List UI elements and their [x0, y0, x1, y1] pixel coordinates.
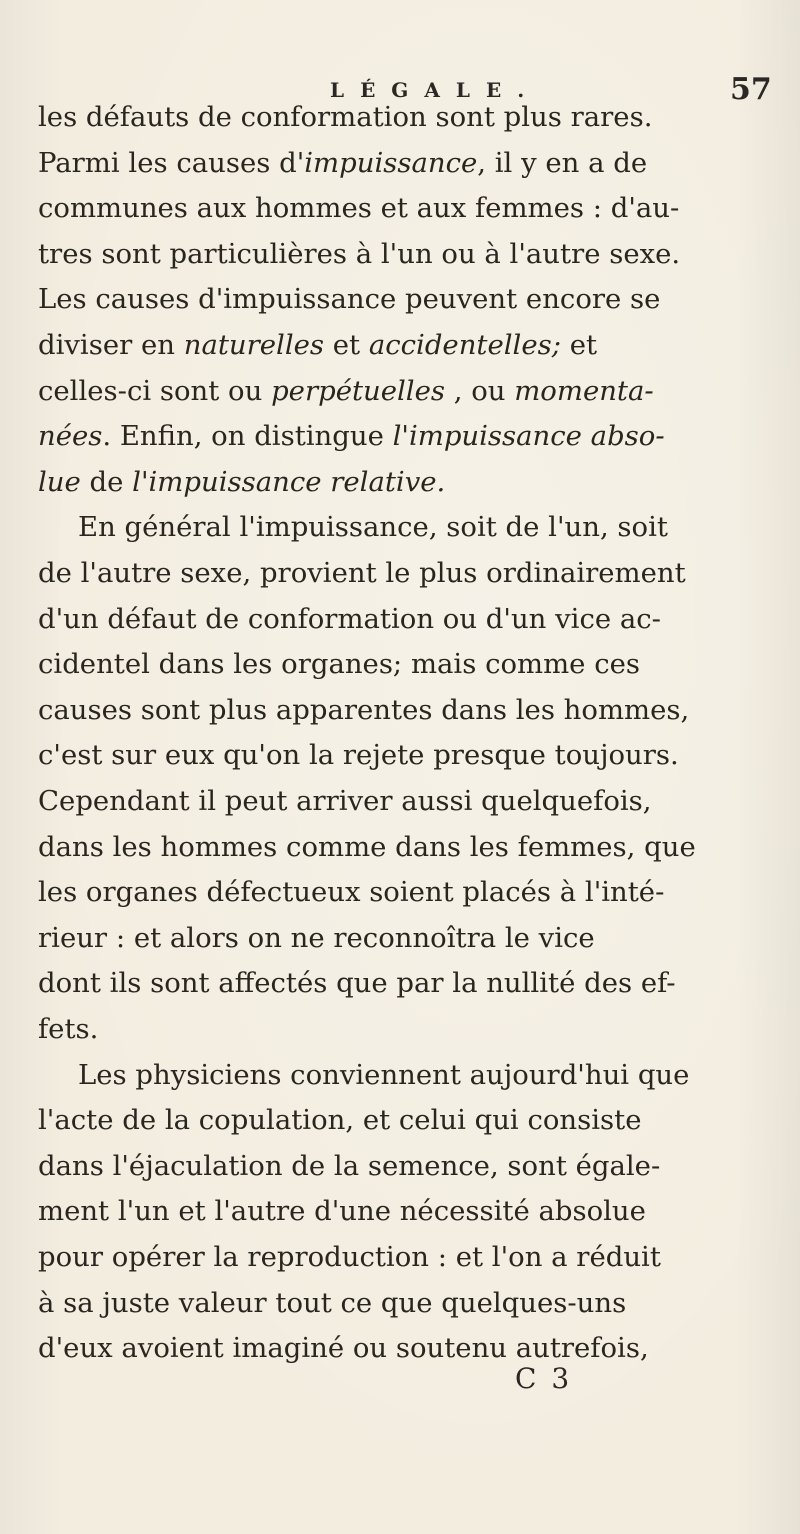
- text-run: communes aux hommes et aux femmes : d'au-: [38, 192, 680, 225]
- text-run: dans l'éjaculation de la semence, sont égale-: [38, 1149, 661, 1182]
- text-run: pour opérer la reproduction : et l'on a réduit: [38, 1241, 661, 1273]
- text-run: Les causes d'impuissance peuvent encore se: [38, 283, 661, 316]
- text-line: [38, 419, 665, 453]
- text-run: ment l'un et l'autre d'une nécessité absolue: [38, 1195, 646, 1228]
- text-line: [38, 328, 597, 362]
- text-run: Parmi les causes d': [38, 146, 305, 179]
- text-line: [38, 875, 664, 909]
- text-line: [78, 1058, 689, 1092]
- text-line: [38, 146, 647, 180]
- text-line: [38, 1103, 641, 1137]
- text-run: . Enfin, on distingue: [102, 420, 393, 453]
- text-line: [38, 1012, 98, 1046]
- text-run: et: [560, 329, 598, 361]
- text-line: [38, 647, 640, 681]
- text-line: [38, 602, 661, 636]
- text-run: Cependant il peut arriver aussi quelquefois,: [38, 785, 652, 817]
- text-run: , ou: [445, 374, 515, 407]
- text-line: [38, 1240, 661, 1274]
- text-line: [38, 465, 445, 499]
- text-run: cidentel dans les organes; mais comme ces: [38, 648, 640, 681]
- running-head: LÉGALE.: [330, 78, 541, 102]
- italic-text: lue: [38, 465, 81, 498]
- text-run: l'acte de la copulation, et celui qui consiste: [38, 1104, 642, 1137]
- text-line: [78, 510, 668, 544]
- printer-signature: C 3: [515, 1362, 573, 1395]
- text-run: dont ils sont affectés que par la nullité des ef-: [38, 967, 676, 1000]
- text-line: [38, 556, 686, 590]
- text-line: [38, 921, 595, 955]
- text-line: [38, 191, 679, 225]
- text-line: [38, 693, 689, 727]
- text-line: [38, 738, 679, 772]
- text-line: [38, 1149, 660, 1183]
- text-run: dans les hommes comme dans les femmes, que: [38, 830, 696, 863]
- text-run: de l'autre sexe, provient le plus ordinairement: [38, 557, 686, 589]
- text-run: c'est sur eux qu'on la rejete presque toujours.: [38, 739, 679, 772]
- text-run: les défauts de conformation sont plus rares.: [38, 101, 653, 133]
- text-run: Les physiciens conviennent aujourd'hui que: [78, 1058, 690, 1091]
- text-run: d'un défaut de conformation ou d'un vice ac-: [38, 602, 661, 635]
- text-line: [38, 784, 652, 818]
- text-line: [38, 282, 660, 316]
- text-line: [38, 237, 680, 271]
- text-line: [38, 966, 676, 1000]
- text-line: [38, 1194, 646, 1228]
- italic-text: naturelles: [183, 329, 325, 361]
- text-run: tres sont particulières à l'un ou à l'autre sexe.: [38, 237, 681, 270]
- text-run: de: [80, 465, 133, 498]
- text-line: [38, 830, 696, 864]
- text-run: d'eux avoient imaginé ou soutenu autrefois,: [38, 1332, 649, 1365]
- italic-text: perpétuelles: [271, 374, 445, 407]
- italic-text: impuissance: [304, 146, 478, 179]
- text-run: à sa juste valeur tout ce que quelques-uns: [38, 1286, 627, 1319]
- text-line: [38, 1286, 626, 1320]
- text-run: En général l'impuissance, soit de l'un, soit: [78, 511, 668, 544]
- text-run: diviser en: [38, 329, 184, 361]
- italic-text: accidentelles;: [368, 329, 561, 361]
- text-run: celles-ci sont ou: [38, 374, 272, 407]
- italic-text: l'impuissance abso-: [392, 420, 665, 453]
- italic-text: momenta-: [514, 374, 654, 407]
- text-run: , il y en a de: [477, 146, 648, 179]
- text-line: [38, 374, 654, 408]
- text-run: causes sont plus apparentes dans les hommes,: [38, 693, 690, 726]
- text-line: [38, 1331, 649, 1365]
- italic-text: l'impuissance relative.: [132, 465, 446, 498]
- italic-text: nées: [38, 420, 103, 453]
- page-number: 57: [730, 72, 772, 107]
- text-line: [38, 100, 652, 134]
- text-run: rieur : et alors on ne reconnoîtra le vice: [38, 921, 595, 954]
- text-run: les organes défectueux soient placés à l'inté-: [38, 876, 665, 909]
- text-run: fets.: [38, 1013, 99, 1045]
- text-run: et: [324, 329, 369, 361]
